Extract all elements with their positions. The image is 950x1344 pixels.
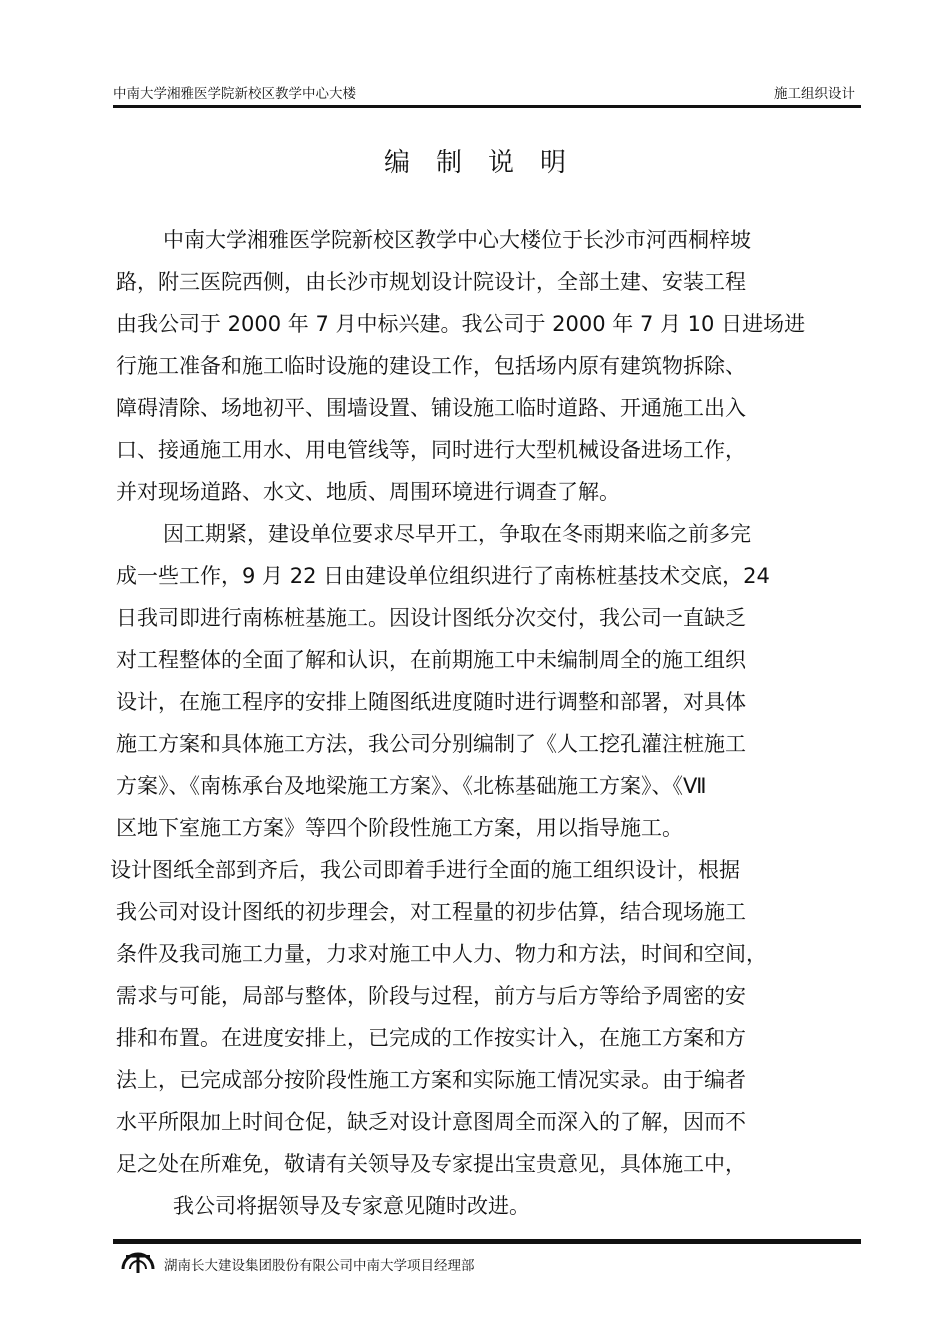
body-line: 水平所限加上时间仓促，缺乏对设计意图周全而深入的了解，因而不 xyxy=(116,1110,746,1134)
body-line: 需求与可能，局部与整体，阶段与过程，前方与后方等给予周密的安 xyxy=(116,984,746,1008)
body-line: 设计，在施工程序的安排上随图纸进度随时进行调整和部署，对具体 xyxy=(116,690,746,714)
body-line: 法上，已完成部分按阶段性施工方案和实际施工情况实录。由于编者 xyxy=(116,1068,746,1092)
body-line: 因工期紧，建设单位要求尽早开工，争取在冬雨期来临之前多完 xyxy=(163,522,751,546)
body-line: 方案》、《南栋承台及地梁施工方案》、《北栋基础施工方案》、《Ⅶ xyxy=(116,774,707,798)
body-line: 并对现场道路、水文、地质、周围环境进行调查了解。 xyxy=(116,480,620,504)
body-line: 成一些工作，9 月 22 日由建设单位组织进行了南栋桩基技术交底，24 xyxy=(116,564,770,588)
body-line: 由我公司于 2000 年 7 月中标兴建。我公司于 2000 年 7 月 10 日进场进 xyxy=(116,312,806,336)
footer-rule xyxy=(113,1239,861,1244)
body-line: 路，附三医院西侧，由长沙市规划设计院设计，全部土建、安装工程 xyxy=(116,270,746,294)
body-line: 障碍清除、场地初平、围墙设置、铺设施工临时道路、开通施工出入 xyxy=(116,396,746,420)
body-line: 设计图纸全部到齐后，我公司即着手进行全面的施工组织设计，根据 xyxy=(110,858,740,882)
page-header xyxy=(113,78,861,104)
body-line: 行施工准备和施工临时设施的建设工作，包括场内原有建筑物拆除、 xyxy=(116,354,746,378)
body-line: 日我司即进行南栋桩基施工。因设计图纸分次交付，我公司一直缺乏 xyxy=(116,606,746,630)
body-line: 施工方案和具体施工方法，我公司分别编制了《人工挖孔灌注桩施工 xyxy=(116,732,746,756)
header-document-type: 施工组织设计 xyxy=(774,86,855,102)
body-line: 口、接通施工用水、用电管线等，同时进行大型机械设备进场工作， xyxy=(116,438,746,462)
body-line: 我公司将据领导及专家意见随时改进。 xyxy=(173,1194,530,1218)
header-project-name: 中南大学湘雅医学院新校区教学中心大楼 xyxy=(113,86,356,102)
company-logo-icon xyxy=(120,1247,156,1275)
body-line: 我公司对设计图纸的初步理会，对工程量的初步估算，结合现场施工 xyxy=(116,900,746,924)
page-title: 编制说明 xyxy=(383,148,592,178)
header-rule xyxy=(113,105,861,108)
body-line: 足之处在所难免，敬请有关领导及专家提出宝贵意见，具体施工中， xyxy=(116,1152,746,1176)
body-line: 中南大学湘雅医学院新校区教学中心大楼位于长沙市河西桐梓坡 xyxy=(163,228,751,252)
footer-company-name: 湖南长大建设集团股份有限公司中南大学项目经理部 xyxy=(164,1258,475,1274)
body-line: 区地下室施工方案》等四个阶段性施工方案，用以指导施工。 xyxy=(116,816,683,840)
body-line: 排和布置。在进度安排上，已完成的工作按实计入，在施工方案和方 xyxy=(116,1026,746,1050)
body-line: 对工程整体的全面了解和认识，在前期施工中未编制周全的施工组织 xyxy=(116,648,746,672)
body-line: 条件及我司施工力量，力求对施工中人力、物力和方法，时间和空间， xyxy=(116,942,767,966)
